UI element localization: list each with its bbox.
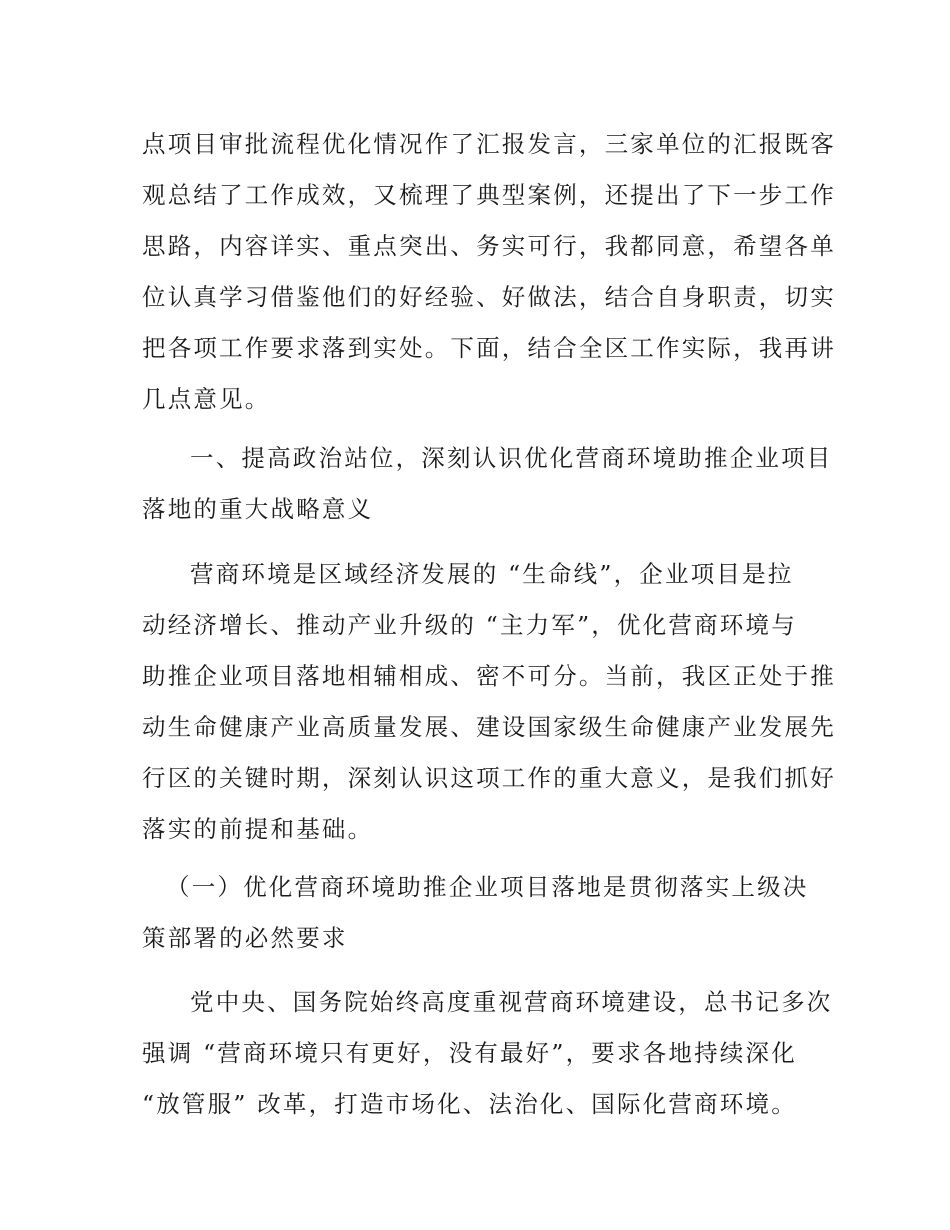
heading-line: （一）优化营商环境助推企业项目落地是贯彻落实上级决 (166, 873, 809, 901)
text-line: 位认真学习借鉴他们的好经验、好做法，结合自身职责，切实 (142, 283, 836, 311)
body-paragraph-3 (142, 977, 833, 1130)
text-line: 把各项工作要求落到实处。下面，结合全区工作实际，我再讲 (142, 334, 836, 362)
text-line: 思路，内容详实、重点突出、务实可行，我都同意，希望各单 (142, 232, 836, 260)
text-line: “放管服” 改革，打造市场化、法治化、国际化营商环境。 (142, 1090, 797, 1118)
body-paragraph-2 (142, 549, 836, 855)
text-line: 营商环境是区域经济发展的 “生命线”，企业项目是拉 (190, 560, 794, 588)
text-line: 观总结了工作成效，又梳理了典型案例，还提出了下一步工作 (142, 181, 836, 209)
text-line: 落实的前提和基础。 (142, 815, 374, 843)
section-heading-1 (142, 433, 833, 535)
text-line: 强调 “营商环境只有更好，没有最好”，要求各地持续深化 (142, 1039, 797, 1067)
text-line: 党中央、国务院始终高度重视营商环境建设，总书记多次 (190, 988, 833, 1016)
body-paragraph-continuation (142, 119, 836, 425)
text-line: 几点意见。 (142, 385, 271, 413)
text-line: 行区的关键时期，深刻认识这项工作的重大意义，是我们抓好 (142, 764, 836, 792)
text-line: 助推企业项目落地相辅相成、密不可分。当前，我区正处于推 (142, 662, 836, 690)
heading-line: 落地的重大战略意义 (142, 495, 374, 523)
text-line: 动生命健康产业高质量发展、建设国家级生命健康产业发展先 (142, 713, 836, 741)
text-line: 点项目审批流程优化情况作了汇报发言，三家单位的汇报既客 (142, 130, 836, 158)
heading-line: 一、提高政治站位，深刻认识优化营商环境助推企业项目 (190, 444, 833, 472)
subsection-heading-1 (142, 862, 810, 964)
text-line: 动经济增长、推动产业升级的 “主力军”，优化营商环境与 (142, 611, 797, 639)
heading-line: 策部署的必然要求 (142, 924, 348, 952)
